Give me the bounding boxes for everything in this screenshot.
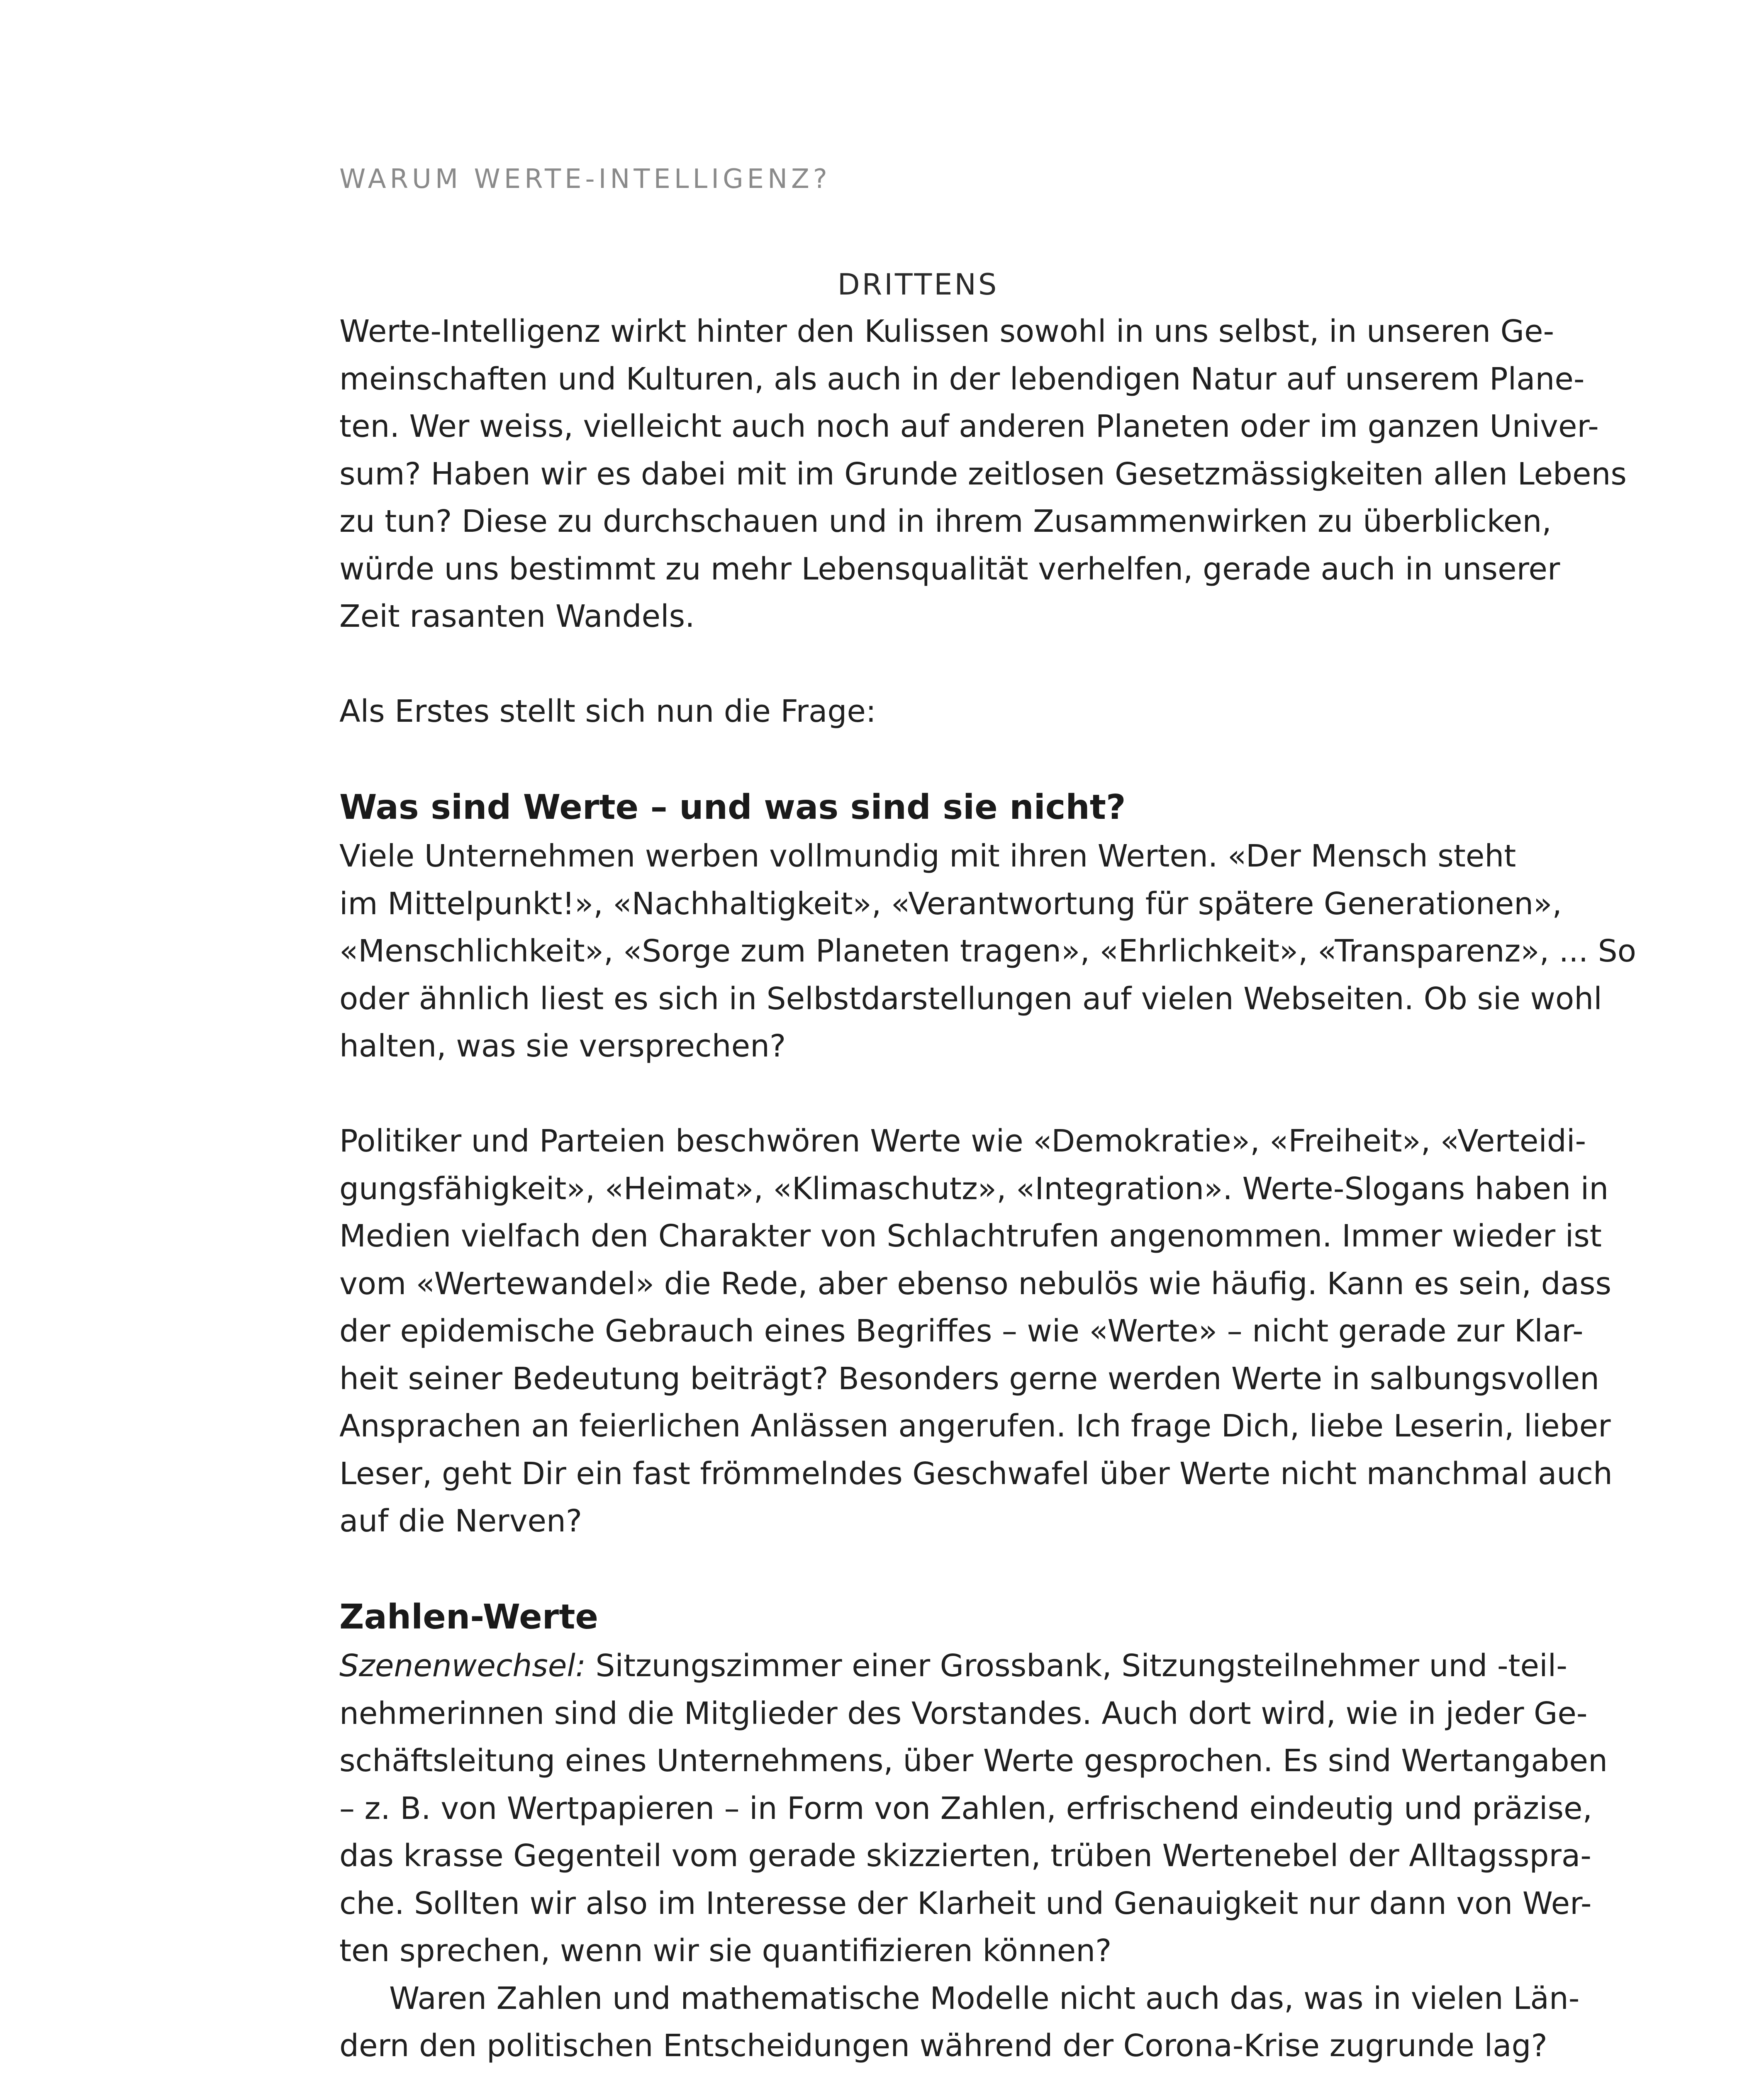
paragraph-4 — [339, 1117, 1613, 1545]
text-line: auf die Nerven? — [339, 1503, 582, 1539]
text-line: das krasse Gegenteil vom gerade skizzierten, trüben Wertenebel der Alltagsspra- — [339, 1838, 1591, 1874]
text-line: der epidemische Gebrauch eines Begriffes – wie «Werte» – nicht gerade zur Klar- — [339, 1313, 1584, 1349]
text-line: Zeit rasanten Wandels. — [339, 599, 695, 634]
paragraph-1 — [339, 308, 1627, 640]
text-line: halten, was sie versprechen? — [339, 1028, 786, 1064]
text-line: heit seiner Bedeutung beiträgt? Besonders gerne werden Werte in salbungsvollen — [339, 1361, 1600, 1397]
text-line: ten sprechen, wenn wir sie quantifizieren können? — [339, 1933, 1112, 1969]
text-line: würde uns bestimmt zu mehr Lebensqualität verhelfen, gerade auch in unserer — [339, 551, 1560, 587]
text-line: Medien vielfach den Charakter von Schlachtrufen angenommen. Immer wieder ist — [339, 1218, 1602, 1254]
running-head: WARUM WERTE-INTELLIGENZ? — [339, 164, 831, 195]
text-line: Waren Zahlen und mathematische Modelle nicht auch das, was in vielen Län- — [389, 1980, 1580, 2016]
paragraph-2 — [339, 688, 1497, 735]
text-line: dern den politischen Entscheidungen während der Corona-Krise zugrunde lag? — [339, 2028, 1547, 2064]
text-line — [339, 1642, 1567, 1690]
text-line-rest: Sitzungszimmer einer Grossbank, Sitzungsteilnehmer und -teil- — [585, 1648, 1567, 1684]
text-line: sum? Haben wir es dabei mit im Grunde zeitlosen Gesetzmässigkeiten allen Lebens — [339, 456, 1627, 492]
text-line: oder ähnlich liest es sich in Selbstdarstellungen auf vielen Webseiten. Ob sie wohl — [339, 981, 1602, 1017]
section-heading: Zahlen-Werte — [339, 1597, 599, 1637]
paragraph-gap — [339, 1070, 1497, 1118]
text-line: Viele Unternehmen werben vollmundig mit ihren Werten. «Der Mensch steht — [339, 838, 1516, 874]
text-line: nehmerinnen sind die Mitglieder des Vorstandes. Auch dort wird, wie in jeder Ge- — [339, 1695, 1588, 1731]
text-line: meinschaften und Kulturen, als auch in der lebendigen Natur auf unserem Plane- — [339, 361, 1585, 397]
italic-lead: Szenenwechsel: — [339, 1648, 586, 1684]
text-line: schäftsleitung eines Unternehmens, über Werte gesprochen. Es sind Wertangaben — [339, 1743, 1608, 1779]
text-line: «Menschlichkeit», «Sorge zum Planeten tragen», «Ehrlichkeit», «Transparenz», ... So — [339, 933, 1636, 969]
section-heading: Was sind Werte – und was sind sie nicht? — [339, 788, 1126, 827]
text-line: vom «Wertewandel» die Rede, aber ebenso nebulös wie häufig. Kann es sein, dass — [339, 1266, 1612, 1302]
paragraph-6 — [339, 1975, 1580, 2070]
text-line: zu tun? Diese zu durchschauen und in ihrem Zusammenwirken zu überblicken, — [339, 504, 1552, 539]
paragraph-3 — [339, 833, 1636, 1070]
paragraph-5 — [339, 1642, 1608, 1975]
text-line: Als Erstes stellt sich nun die Frage: — [339, 694, 876, 729]
text-line: che. Sollten wir also im Interesse der Klarheit und Genauigkeit nur dann von Wer- — [339, 1885, 1592, 1921]
text-line: Ansprachen an feierlichen Anlässen angerufen. Ich frage Dich, liebe Leserin, lieber — [339, 1408, 1611, 1444]
text-line: ten. Wer weiss, vielleicht auch noch auf anderen Planeten oder im ganzen Univer- — [339, 409, 1599, 444]
text-line: gungsfähigkeit», «Heimat», «Klimaschutz», «Integration». Werte-Slogans haben in — [339, 1171, 1609, 1207]
text-line: Leser, geht Dir ein fast frömmelndes Geschwafel über Werte nicht manchmal auch — [339, 1456, 1613, 1492]
text-line: im Mittelpunkt!», «Nachhaltigkeit», «Verantwortung für spätere Generationen», — [339, 886, 1562, 922]
text-line: Politiker und Parteien beschwören Werte wie «Demokratie», «Freiheit», «Verteidi- — [339, 1123, 1586, 1159]
paragraph-gap — [339, 735, 1497, 783]
text-line: – z. B. von Wertpapieren – in Form von Zahlen, erfrischend eindeutig und präzise, — [339, 1790, 1593, 1826]
paragraph-gap — [339, 1545, 1497, 1593]
main-text — [339, 261, 1636, 2070]
paragraph-gap — [339, 640, 1497, 688]
section-label: DRITTENS — [837, 268, 999, 302]
text-line: Werte-Intelligenz wirkt hinter den Kulissen sowohl in uns selbst, in unseren Ge- — [339, 314, 1554, 349]
